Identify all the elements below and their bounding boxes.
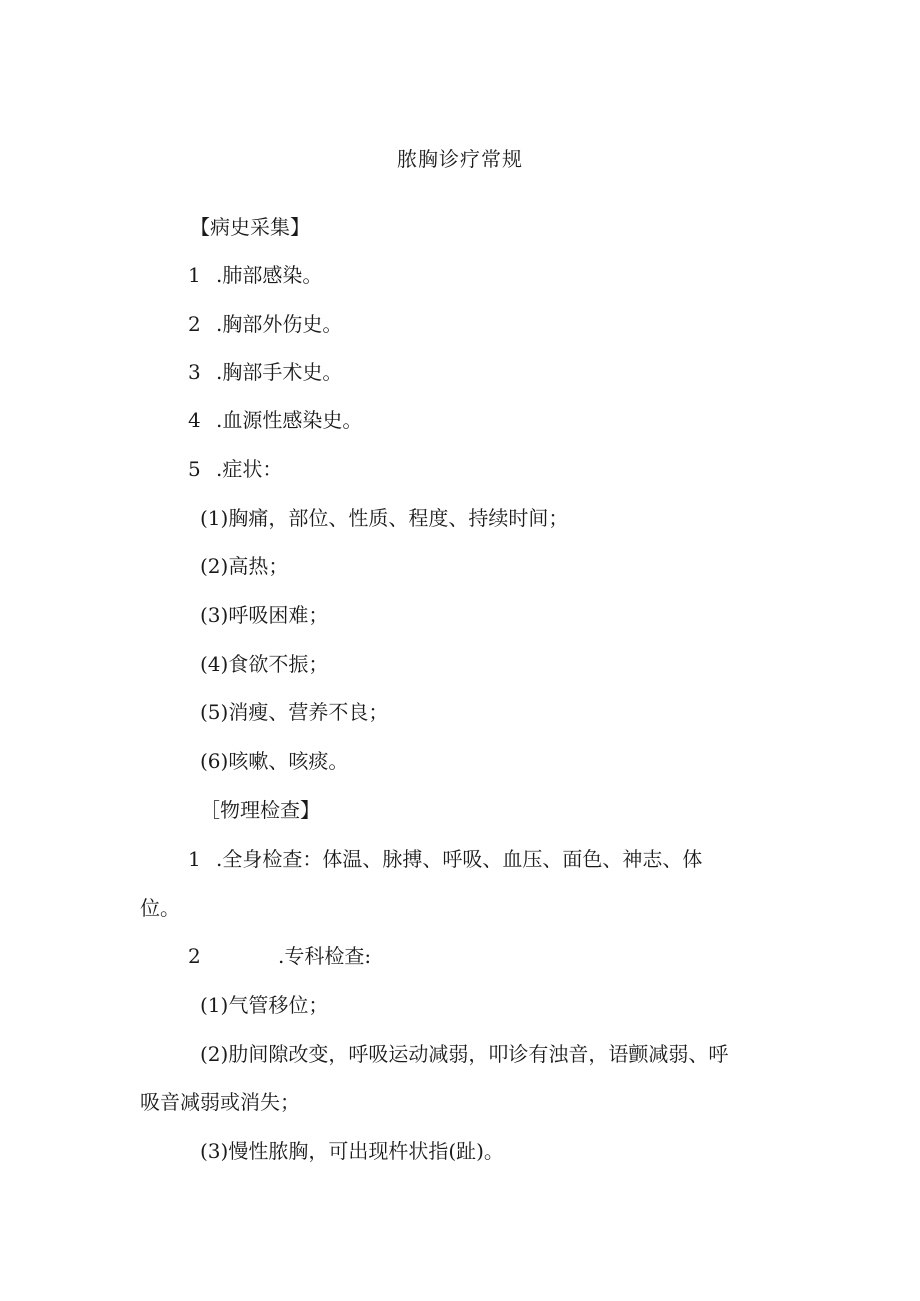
symptom-item: (4)食欲不振； [200,652,329,676]
list-item [188,359,342,385]
section-heading-history: 【病史采集】 [190,215,310,239]
symptom-item: (6)咳嗽、咳痰。 [200,749,349,773]
specialty-item: (2)肋间隙改变，呼吸运动减弱，叩诊有浊音，语颤减弱、呼 [200,1042,729,1066]
item-number: 2 [188,944,201,968]
item-number: 1 [188,263,201,287]
item-text: .肺部感染。 [216,263,323,287]
list-item-continuation: 位。 [140,896,180,920]
specialty-item-continuation: 吸音减弱或消失； [140,1090,300,1114]
item-number: 3 [188,360,201,384]
item-number: 2 [188,312,201,336]
item-text: .血源性感染史。 [216,408,363,432]
item-text: .专科检查: [278,944,372,968]
list-item [188,262,322,288]
symptom-item: (5)消瘦、营养不良； [200,700,389,724]
list-item [188,311,342,337]
list-item [188,456,282,482]
specialty-item: (3)慢性脓胸，可出现杵状指(趾)。 [200,1139,504,1163]
item-text: .胸部外伤史。 [216,312,343,336]
specialty-item: (1)气管移位； [200,993,329,1017]
symptom-item: (1)胸痛，部位、性质、程度、持续时间； [200,506,569,530]
page-title: 脓胸诊疗常规 [397,147,523,171]
item-number: 5 [188,457,201,481]
item-text: .症状： [216,457,283,481]
item-number: 1 [188,847,201,871]
symptom-item: (3)呼吸困难； [200,603,329,627]
list-item [188,846,702,872]
item-text: .胸部手术史。 [216,360,343,384]
item-text: .全身检查：体温、脉搏、呼吸、血压、面色、神志、体 [216,847,703,871]
item-number: 4 [188,408,201,432]
list-item [188,407,362,433]
list-item [188,943,371,969]
section-heading-exam: ［物理检查】 [200,798,320,822]
symptom-item: (2)高热； [200,554,289,578]
